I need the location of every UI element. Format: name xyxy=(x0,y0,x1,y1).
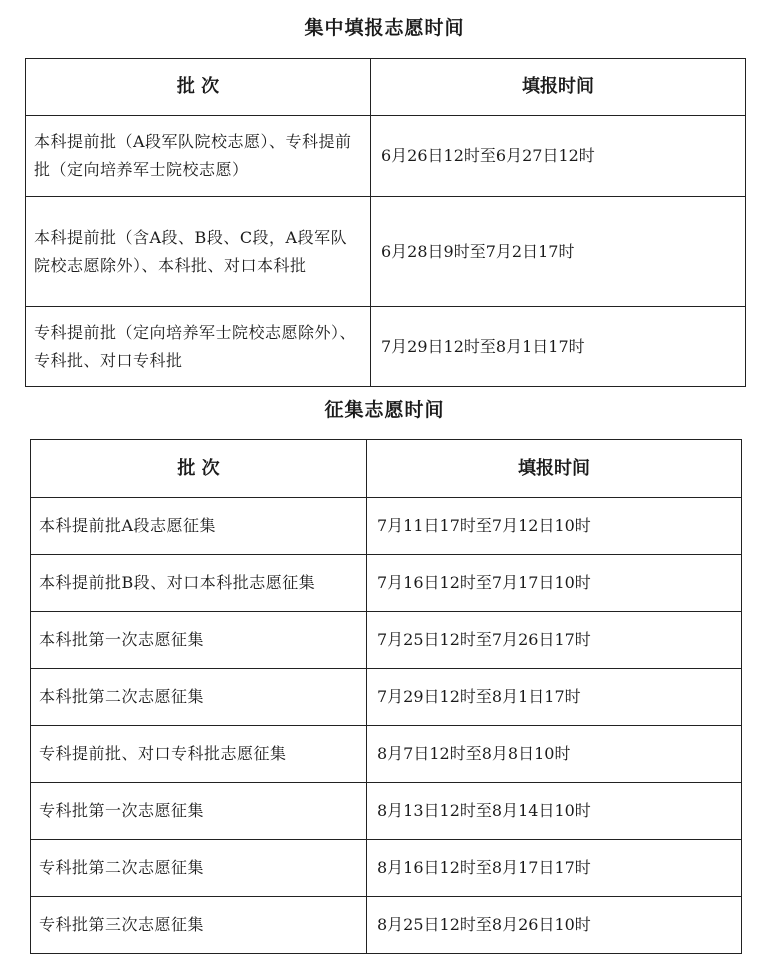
time-cell: 7月16日12时至7月17日10时 xyxy=(367,555,742,612)
table-row xyxy=(31,555,742,612)
time-cell: 6月28日9时至7月2日17时 xyxy=(371,197,746,307)
table-row xyxy=(31,612,742,669)
table-row xyxy=(31,726,742,783)
table-header-row xyxy=(26,59,746,116)
batch-column-header: 批 次 xyxy=(26,59,371,116)
batch-cell: 专科批第三次志愿征集 xyxy=(31,897,367,954)
table-row xyxy=(26,197,746,307)
table-row xyxy=(31,498,742,555)
time-cell: 8月13日12时至8月14日10时 xyxy=(367,783,742,840)
table-row xyxy=(31,840,742,897)
time-cell: 7月29日12时至8月1日17时 xyxy=(367,669,742,726)
table-row xyxy=(31,897,742,954)
batch-cell: 本科提前批（含A段、B段、C段，A段军队院校志愿除外）、本科批、对口本科批 xyxy=(26,197,371,307)
time-cell: 7月29日12时至8月1日17时 xyxy=(371,307,746,387)
table-row xyxy=(31,669,742,726)
table-header-row xyxy=(31,440,742,498)
time-cell: 6月26日12时至6月27日12时 xyxy=(371,116,746,197)
batch-cell: 本科批第二次志愿征集 xyxy=(31,669,367,726)
batch-cell: 本科提前批（A段军队院校志愿）、专科提前批（定向培养军士院校志愿） xyxy=(26,116,371,197)
centralized-application-title: 集中填报志愿时间 xyxy=(304,17,465,39)
time-column-header: 填报时间 xyxy=(371,59,746,116)
time-cell: 8月7日12时至8月8日10时 xyxy=(367,726,742,783)
time-cell: 7月25日12时至7月26日17时 xyxy=(367,612,742,669)
batch-cell: 本科提前批B段、对口本科批志愿征集 xyxy=(31,555,367,612)
table-row xyxy=(31,783,742,840)
time-column-header: 填报时间 xyxy=(367,440,742,498)
batch-cell: 专科提前批（定向培养军士院校志愿除外）、专科批、对口专科批 xyxy=(26,307,371,387)
batch-cell: 专科提前批、对口专科批志愿征集 xyxy=(31,726,367,783)
time-cell: 8月16日12时至8月17日17时 xyxy=(367,840,742,897)
batch-column-header: 批 次 xyxy=(31,440,367,498)
batch-cell: 本科提前批A段志愿征集 xyxy=(31,498,367,555)
solicitation-application-table xyxy=(30,439,742,954)
time-cell: 7月11日17时至7月12日10时 xyxy=(367,498,742,555)
time-cell: 8月25日12时至8月26日10时 xyxy=(367,897,742,954)
batch-cell: 专科批第一次志愿征集 xyxy=(31,783,367,840)
table-row xyxy=(26,116,746,197)
centralized-application-table xyxy=(25,58,746,387)
solicitation-application-title: 征集志愿时间 xyxy=(324,399,445,421)
table-row xyxy=(26,307,746,387)
batch-cell: 本科批第一次志愿征集 xyxy=(31,612,367,669)
batch-cell: 专科批第二次志愿征集 xyxy=(31,840,367,897)
